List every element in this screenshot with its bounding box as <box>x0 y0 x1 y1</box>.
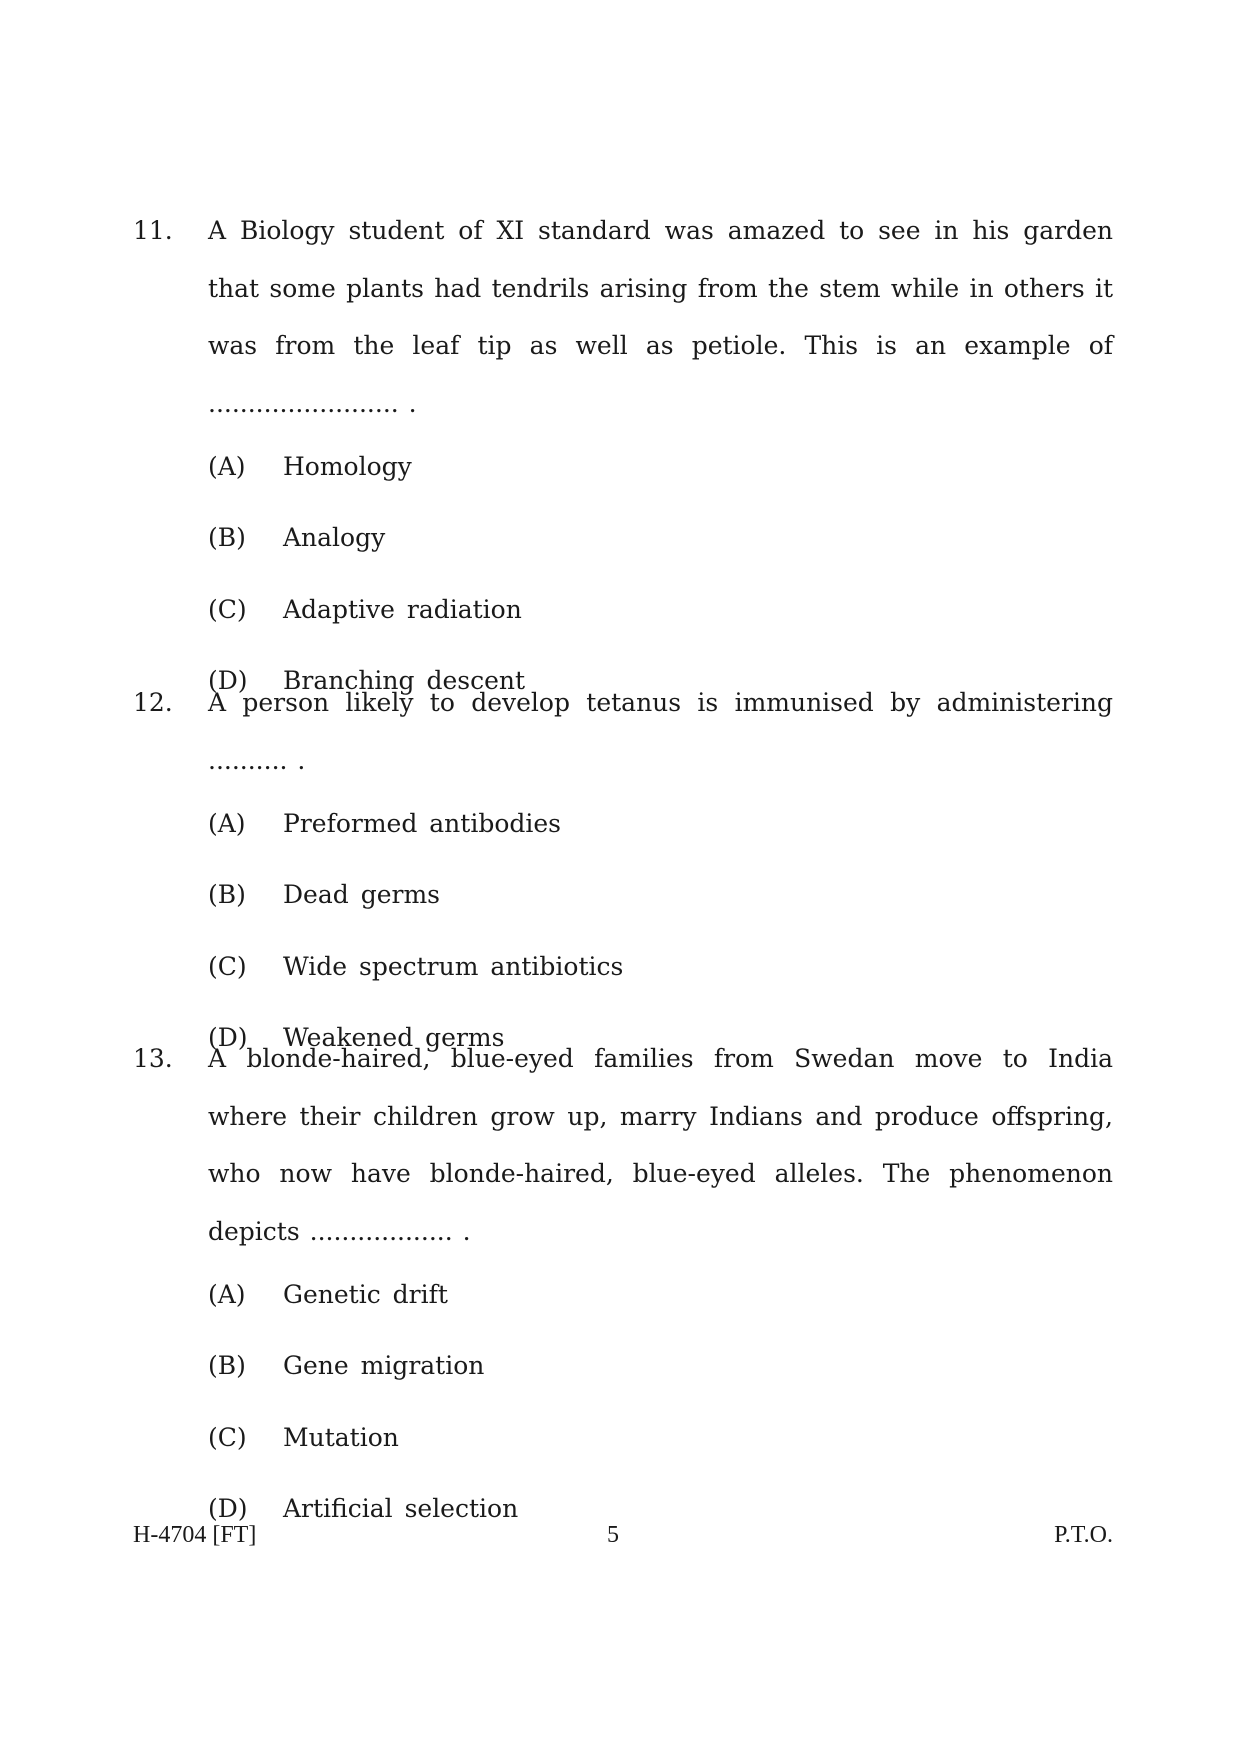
option-letter: (A) <box>208 1280 246 1309</box>
option-text: Wide spectrum antibiotics <box>283 951 624 981</box>
question-number: 12. <box>133 688 173 717</box>
option-letter: (C) <box>208 1422 247 1452</box>
page-number: 5 <box>607 1522 619 1548</box>
option-text: Adaptive radiation <box>283 594 522 624</box>
option-b <box>208 515 1113 586</box>
question-text: A person likely to develop tetanus is immunised by administering .......... . <box>208 688 1113 775</box>
question-text: A blonde-haired, blue-eyed families from Swedan move to India where their children grow up, marry Indians and produce offspring, who now have blonde-haired, blue-eyed alleles. The phenomenon depicts .................. . <box>208 1044 1113 1246</box>
option-letter: (B) <box>208 1351 246 1381</box>
option-letter: (D) <box>208 665 248 695</box>
option-c <box>208 944 1113 1015</box>
page-footer <box>133 1522 1113 1556</box>
option-text: Genetic drift <box>283 1280 448 1309</box>
pto-label: P.T.O. <box>1054 1522 1113 1548</box>
question-13 <box>133 1030 1113 1557</box>
option-letter: (B) <box>208 523 246 553</box>
option-letter: (C) <box>208 951 247 981</box>
question-12 <box>133 674 1113 1086</box>
option-a <box>208 801 1113 872</box>
option-text: Homology <box>283 452 412 481</box>
option-list <box>208 1272 1113 1557</box>
option-b <box>208 872 1113 943</box>
option-b <box>208 1343 1113 1414</box>
option-c <box>208 1415 1113 1486</box>
paper-code: H-4704 [FT] <box>133 1522 257 1548</box>
option-letter: (A) <box>208 452 246 481</box>
option-text: Preformed antibodies <box>283 809 561 838</box>
option-c <box>208 587 1113 658</box>
option-text: Branching descent <box>283 665 526 695</box>
option-text: Artificial selection <box>283 1493 519 1523</box>
question-11 <box>133 202 1113 729</box>
option-letter: (C) <box>208 594 247 624</box>
option-letter: (A) <box>208 809 246 838</box>
option-text: Gene migration <box>283 1351 485 1381</box>
question-number: 13. <box>133 1044 173 1073</box>
question-number: 11. <box>133 216 173 245</box>
option-text: Analogy <box>283 523 386 553</box>
question-text: A Biology student of XI standard was amazed to see in his garden that some plants had tendrils arising from the stem while in others it was from the leaf tip as well as petiole. This is an example of ........................ . <box>208 216 1113 418</box>
option-a <box>208 1272 1113 1343</box>
option-text: Mutation <box>283 1422 399 1452</box>
option-text: Dead germs <box>283 880 440 910</box>
option-letter: (B) <box>208 880 246 910</box>
option-letter: (D) <box>208 1493 248 1523</box>
option-a <box>208 444 1113 515</box>
option-letter: (D) <box>208 1022 248 1052</box>
option-text: Weakened germs <box>283 1022 505 1052</box>
